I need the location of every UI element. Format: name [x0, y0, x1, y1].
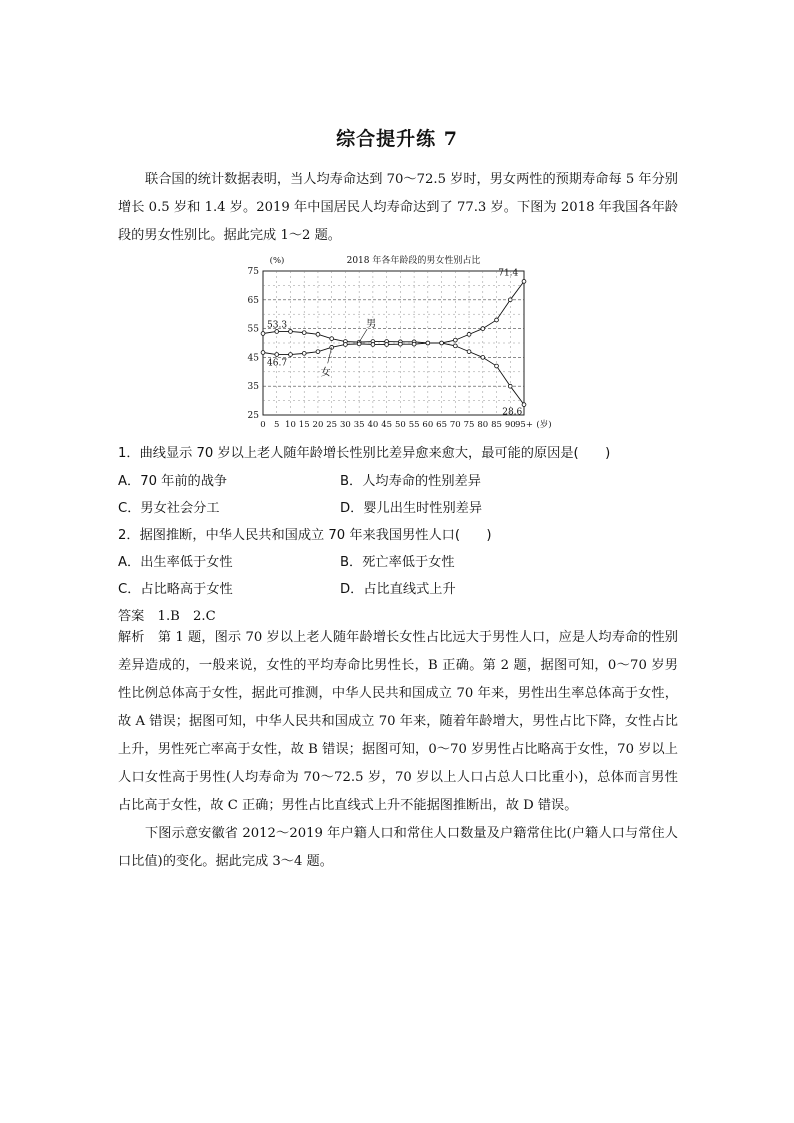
y-axis-unit: (%): [269, 256, 285, 266]
intro-paragraph-1: 联合国的统计数据表明，当人均寿命达到 70～72.5 岁时，男女两性的预期寿命每 5 年分别增长 0.5 岁和 1.4 岁。2019 年中国居民人均寿命达到了 77.3 岁。下图为 2018 年我国各年龄段的男女性别比。据此完成 1～2 题。: [118, 172, 678, 243]
data-point-female: [289, 353, 293, 357]
annotation-male-end: 28.6: [502, 407, 523, 418]
intro-paragraph-2: 下图示意安徽省 2012～2019 年户籍人口和常住人口数量及户籍常住比(户籍人口与常住人口比值)的变化。据此完成 3～4 题。: [118, 826, 678, 869]
data-point-female: [371, 343, 375, 347]
y-tick-label: 45: [247, 353, 259, 364]
data-point-female: [508, 298, 512, 302]
x-tick-label: 95+: [515, 420, 533, 430]
x-tick-label: 20: [312, 420, 324, 430]
y-tick-label: 55: [247, 324, 259, 335]
data-point-female: [522, 279, 526, 283]
chart-title: 2018 年各年龄段的男女性别占比: [346, 256, 481, 266]
data-point-female: [398, 342, 402, 346]
male-label-leader: [359, 329, 367, 342]
data-point-female: [316, 350, 320, 354]
data-point-male: [302, 331, 306, 335]
y-tick-label: 35: [247, 382, 259, 393]
data-point-male: [330, 337, 334, 341]
question-2-stem: 2．据图推断，中华人民共和国成立 70 年来我国男性人口( ): [118, 528, 492, 543]
x-tick-label: 85: [491, 420, 502, 430]
answer-line: 答案 1.B 2.C: [118, 609, 216, 624]
x-tick-label: 50: [394, 420, 406, 430]
x-tick-label: 75: [463, 420, 475, 430]
q2-option-a: A．出生率低于女性: [118, 555, 233, 570]
data-point-female: [426, 341, 430, 345]
data-point-male: [522, 403, 526, 407]
x-tick-label: 90: [504, 420, 516, 430]
data-point-male: [261, 332, 265, 336]
series-line-female: [263, 281, 524, 354]
y-tick-label: 75: [247, 267, 259, 277]
data-point-female: [357, 342, 361, 346]
data-point-female: [412, 342, 416, 346]
x-tick-label: 70: [449, 420, 461, 430]
x-tick-label: 15: [298, 420, 310, 430]
data-point-female: [385, 343, 389, 347]
data-point-male: [508, 384, 512, 388]
x-tick-label: 55: [408, 420, 420, 430]
data-point-male: [453, 344, 457, 348]
annotation-female-end: 71.4: [498, 268, 519, 279]
data-point-female: [481, 327, 485, 331]
series-label-female: 女: [320, 367, 331, 379]
data-point-female: [495, 318, 499, 322]
data-point-female: [302, 351, 306, 355]
data-point-female: [453, 338, 457, 342]
x-tick-label: 65: [436, 420, 447, 430]
q1-option-d: D．婴儿出生时性别差异: [340, 501, 483, 516]
data-point-female: [275, 353, 279, 357]
data-point-female: [344, 343, 348, 347]
q2-option-b: B．死亡率低于女性: [340, 555, 455, 570]
sex-ratio-chart: [246, 252, 556, 432]
q1-option-b: B．人均寿命的性别差异: [340, 474, 481, 489]
series-label-male: 男: [366, 319, 377, 331]
series-line-male: [263, 331, 524, 404]
x-tick-label: 80: [477, 420, 489, 430]
data-point-female: [261, 351, 265, 355]
female-label-leader: [328, 347, 332, 363]
q2-option-d: D．占比直线式上升: [340, 582, 456, 597]
x-tick-label: 5: [274, 420, 280, 430]
x-tick-label: 0: [260, 420, 266, 430]
x-tick-label: 35: [353, 420, 365, 430]
q2-option-c: C．占比略高于女性: [118, 582, 233, 597]
annotation-male-start: 53.3: [267, 320, 288, 331]
x-tick-label: 25: [326, 420, 338, 430]
q1-option-a: A．70 年前的战争: [118, 474, 228, 489]
x-tick-label: 30: [340, 420, 351, 430]
data-point-female: [467, 332, 471, 336]
x-tick-label: 10: [285, 420, 296, 430]
annotation-female-start: 46.7: [267, 358, 288, 369]
q1-option-c: C．男女社会分工: [118, 501, 220, 516]
analysis-paragraph: 解析 第 1 题，图示 70 岁以上老人随年龄增长女性占比远大于男性人口，应是人均寿命的性别差异造成的，一般来说，女性的平均寿命比男性长，B 正确。第 2 题，据图可知，0～70 岁男性比例总体高于女性，据此可推测，中华人民共和国成立 70 年来，男性出生率总体高于女性，故 A 错误；据图可知，中华人民共和国成立 70 年来，随着年龄增大，男性占比下降，女性占比上升，男性死亡率高于女性，故 B 错误；据图可知，0～70 岁男性占比略高于女性，70 岁以上人口女性高于男性(人均寿命为 70～72.5 岁，70 岁以上人口占总人口比重小)，总体而言男性占比高于女性，故 C 正确；男性占比直线式上升不能据图推断出，故 D 错误。: [118, 630, 678, 813]
data-point-male: [316, 332, 320, 336]
question-1-stem: 1．曲线显示 70 岁以上老人随年龄增长性别比差异愈来愈大，最可能的原因是( ): [118, 446, 611, 461]
y-tick-label: 25: [247, 411, 259, 421]
data-point-male: [481, 356, 485, 360]
x-tick-label: 40: [367, 420, 379, 430]
x-axis-unit: (岁): [536, 420, 552, 430]
data-point-male: [495, 364, 499, 368]
data-point-male: [289, 330, 293, 334]
page-title: 综合提升练 7: [336, 128, 458, 150]
data-point-female: [440, 341, 444, 345]
x-tick-label: 45: [381, 420, 393, 430]
data-point-male: [467, 350, 471, 354]
x-tick-label: 60: [422, 420, 434, 430]
y-tick-label: 65: [247, 295, 259, 306]
